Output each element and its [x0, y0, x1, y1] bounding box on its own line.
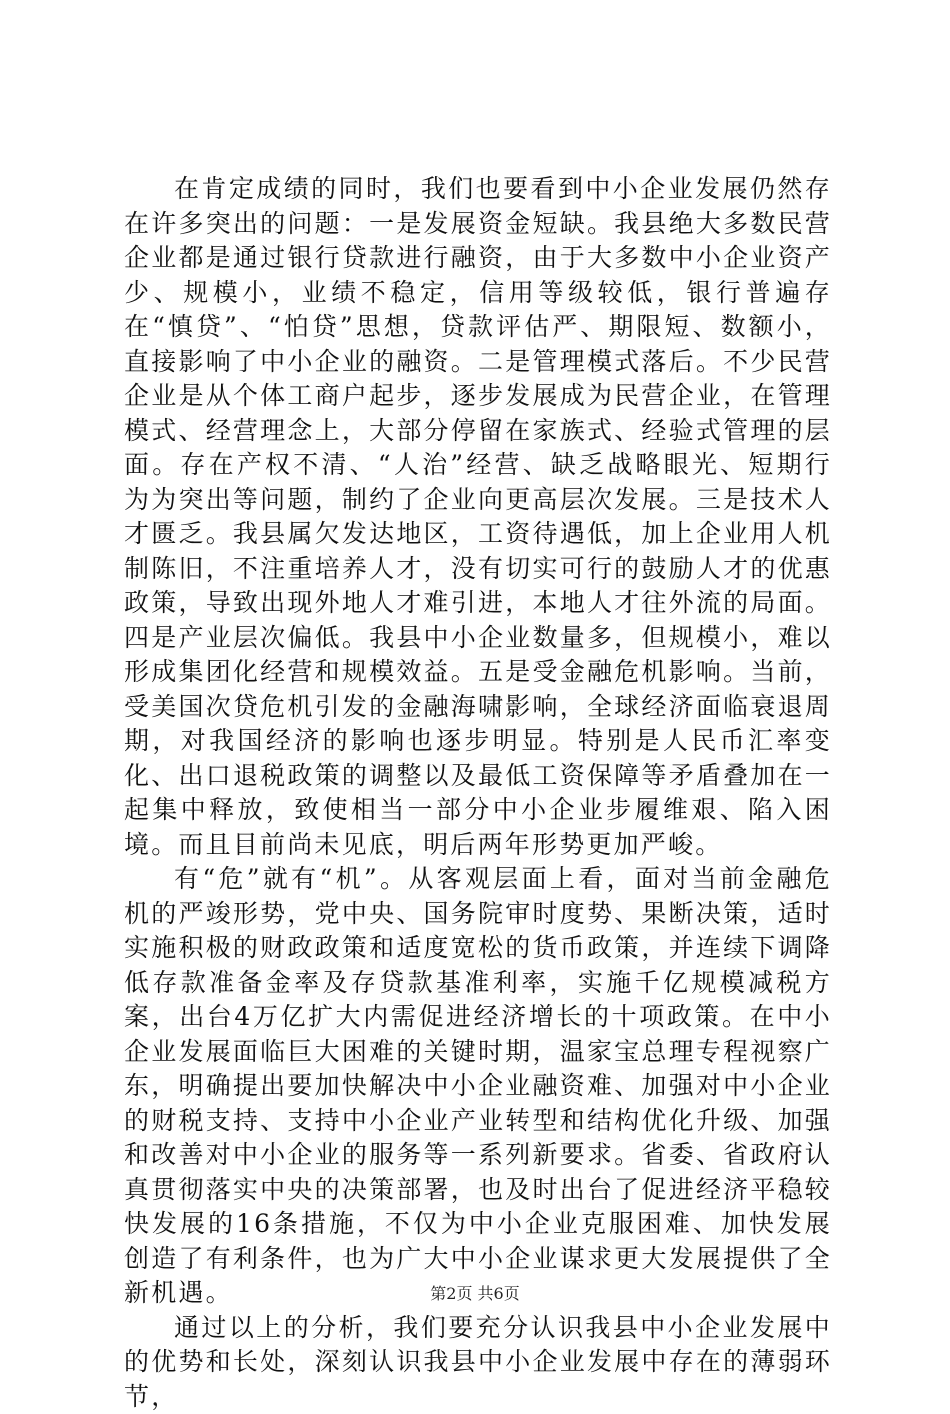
paragraph-problems: 在肯定成绩的同时，我们也要看到中小企业发展仍然存在许多突出的问题：一是发展资金短缺。我县绝大多数民营企业都是通过银行贷款进行融资，由于大多数中小企业资产少、规模小，业绩不稳定，信用等级较低，银行普遍存在“慎贷”、“怕贷”思想，贷款评估严、期限短、数额小，直接影响了中小企业的融资。二是管理模式落后。不少民营企业是从个体工商户起步，逐步发展成为民营企业，在管理模式、经营理念上，大部分停留在家族式、经验式管理的层面。存在产权不清、“人治”经营、缺乏战略眼光、短期行为为突出等问题，制约了企业向更高层次发展。三是技术人才匮乏。我县属欠发达地区，工资待遇低，加上企业用人机制陈旧，不注重培养人才，没有切实可行的鼓励人才的优惠政策，导致出现外地人才难引进，本地人才往外流的局面。四是产业层次偏低。我县中小企业数量多，但规模小，难以形成集团化经营和规模效益。五是受金融危机影响。当前，受美国次贷危机引发的金融海啸影响，全球经济面临衰退周期，对我国经济的影响也逐步明显。特别是人民币汇率变化、出口退税政策的调整以及最低工资保障等矛盾叠加在一起集中释放，致使相当一部分中小企业步履维艰、陷入困境。而且目前尚未见底，明后两年形势更加严峻。 [124, 172, 832, 862]
document-body [124, 172, 832, 1414]
paragraph-analysis: 通过以上的分析，我们要充分认识我县中小企业发展中的优势和长处，深刻认识我县中小企业发展中存在的薄弱环节， [124, 1311, 832, 1414]
page-number-footer: 第2页 共6页 [0, 1284, 950, 1304]
paragraph-opportunities: 有“危”就有“机”。从客观层面上看，面对当前金融危机的严竣形势，党中央、国务院审时度势、果断决策，适时实施积极的财政政策和适度宽松的货币政策，并连续下调降低存款准备金率及存贷款基准利率，实施千亿规模减税方案，出台4万亿扩大内需促进经济增长的十项政策。在中小企业发展面临巨大困难的关键时期，温家宝总理专程视察广东，明确提出要加快解决中小企业融资难、加强对中小企业的财税支持、支持中小企业产业转型和结构优化升级、加强和改善对中小企业的服务等一系列新要求。省委、省政府认真贯彻落实中央的决策部署，也及时出台了促进经济平稳较快发展的16条措施，不仅为中小企业克服困难、加快发展创造了有利条件，也为广大中小企业谋求更大发展提供了全新机遇。 [124, 862, 832, 1311]
